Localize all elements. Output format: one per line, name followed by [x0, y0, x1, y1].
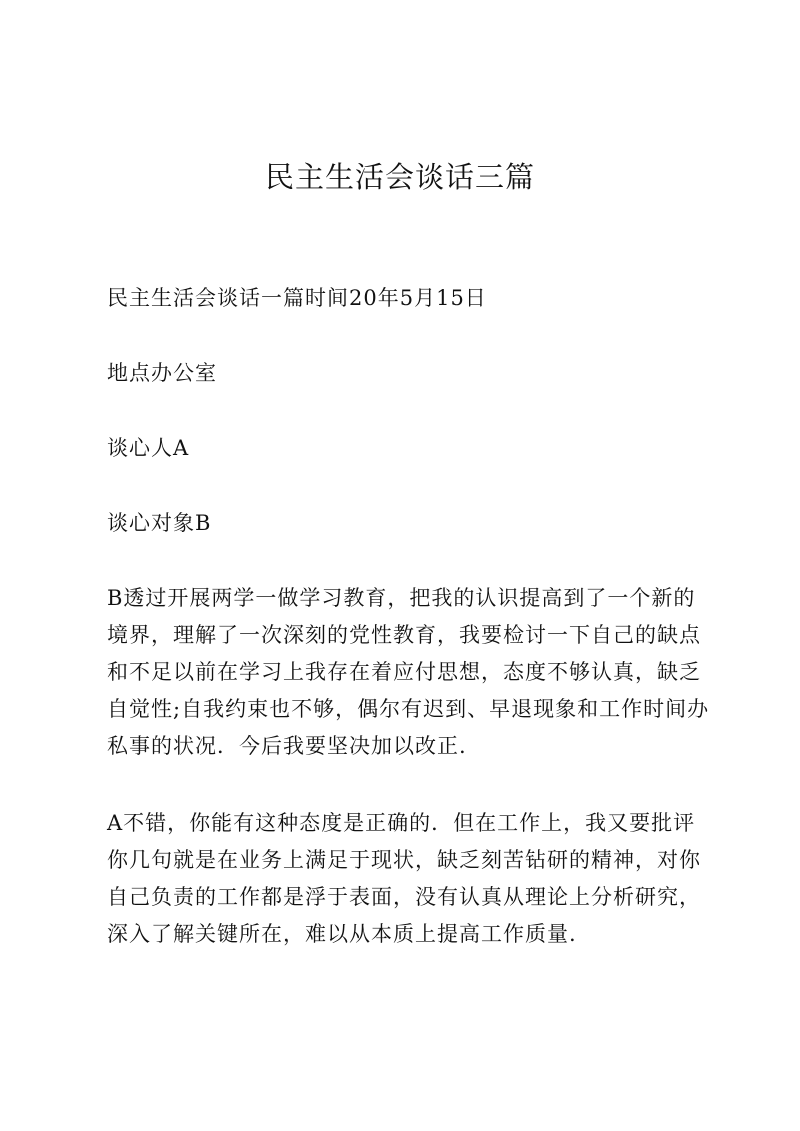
text-line: A不错，你能有这种态度是正确的．但在工作上，我又要批评 [107, 811, 696, 835]
paragraph-location [107, 355, 697, 392]
paragraph-speaker [107, 430, 697, 467]
text-line: 和不足以前在学习上我存在着应付思想，态度不够认真，缺乏 [107, 660, 701, 684]
document-title: 民主生活会谈话三篇 [264, 160, 535, 194]
paragraph-a-response [107, 805, 701, 953]
text-line: 深入了解关键所在，难以从本质上提高工作质量. [107, 922, 577, 946]
text-line: 地点办公室 [107, 361, 217, 385]
text-line: 自己负责的工作都是浮于表面，没有认真从理论上分析研究， [107, 885, 701, 909]
text-line: 境界，理解了一次深刻的党性教育，我要检讨一下自己的缺点 [107, 623, 701, 647]
paragraph-b-statement [107, 580, 710, 765]
text-line: 私事的状况．今后我要坚决加以改正. [107, 734, 467, 758]
paragraph-meeting-time [107, 280, 697, 317]
text-line: 自觉性;自我约束也不够，偶尔有迟到、早退现象和工作时间办 [107, 697, 710, 721]
text-line: B透过开展两学一做学习教育，把我的认识提高到了一个新的 [107, 586, 696, 610]
text-line: 谈心人A [107, 436, 190, 460]
text-line: 民主生活会谈话一篇时间20年5月15日 [107, 286, 487, 310]
text-line: 谈心对象B [107, 511, 212, 535]
paragraph-subject [107, 505, 697, 542]
text-line: 你几句就是在业务上满足于现状，缺乏刻苦钻研的精神，对你 [107, 848, 701, 872]
